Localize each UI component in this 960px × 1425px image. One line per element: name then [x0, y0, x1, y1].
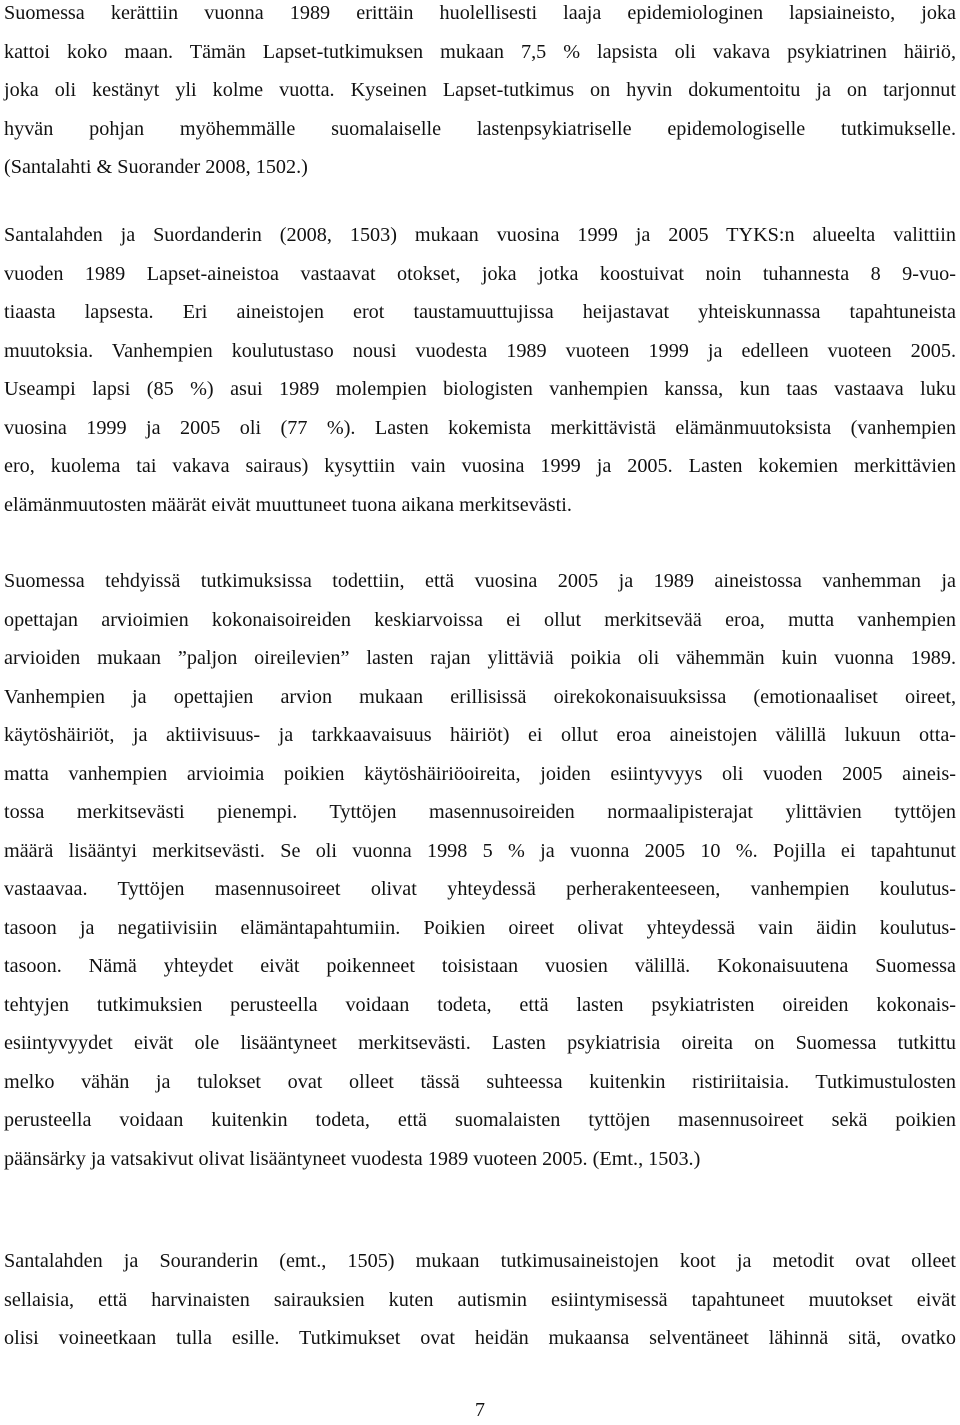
text-line: kattoi koko maan. Tämän Lapset-tutkimuksen mukaan 7,5 % lapsista oli vakava psykiatrinen häiriö,	[4, 40, 956, 63]
paragraph-2	[4, 216, 956, 524]
text-line: elämänmuutosten määrät eivät muuttuneet tuona aikana merkitsevästi.	[4, 493, 572, 516]
text-line: esiintyvyydet eivät ole lisääntyneet merkitsevästi. Lasten psykiatrisia oireita on Suomessa tutkittu	[4, 1032, 956, 1054]
text-line: melko vähän ja tulokset ovat olleet tässä suhteessa kuitenkin ristiriitaisia. Tutkimustulosten	[4, 1070, 956, 1093]
text-line: vastaavaa. Tyttöjen masennusoireet olivat yhteydessä perherakenteeseen, vanhempien koulutus-	[4, 878, 956, 900]
text-line: muutoksia. Vanhempien koulutustaso nousi vuodesta 1989 vuoteen 1999 ja edelleen vuoteen 2005.	[4, 339, 956, 362]
text-line: joka oli kestänyt yli kolme vuotta. Kyseinen Lapset-tutkimus on hyvin dokumentoitu ja on tarjonnut	[4, 79, 956, 101]
text-line: arvioiden mukaan ”paljon oireilevien” lasten rajan ylittäviä poikia oli vähemmän kuin vuonna 1989.	[4, 647, 956, 669]
text-line: olisi voineetkaan tulla esille. Tutkimukset ovat heidän mukaansa selventäneet lähinnä sitä, ovatko	[4, 1327, 956, 1349]
paragraph-3	[4, 562, 956, 1178]
text-line: määrä lisääntyi merkitsevästi. Se oli vuonna 1998 5 % ja vuonna 2005 10 %. Pojilla ei tapahtunut	[4, 839, 956, 862]
text-line: Useampi lapsi (85 %) asui 1989 molempien biologisten vanhempien kanssa, kun taas vastaava luku	[4, 378, 956, 400]
text-line: tiaasta lapsesta. Eri aineistojen erot taustamuuttujissa heijastavat yhteiskunnassa tapahtuneista	[4, 301, 956, 323]
text-line: opettajan arvioimien kokonaisoireiden keskiarvoissa ei ollut merkitsevää eroa, mutta vanhempien	[4, 608, 956, 631]
paragraph-1	[4, 0, 956, 187]
text-line: Santalahden ja Souranderin (emt., 1505) mukaan tutkimusaineistojen koot ja metodit ovat olleet	[4, 1250, 956, 1272]
text-line: käytöshäiriöt, ja aktiivisuus- ja tarkkaavaisuus häiriöt) ei ollut eroa aineistojen välillä lukuun otta-	[4, 724, 956, 746]
text-line: hyvän pohjan myöhemmälle suomalaiselle lastenpsykiatriselle epidemologiselle tutkimukselle.	[4, 117, 956, 140]
text-line: tasoon ja negatiivisiin elämäntapahtumiin. Poikien oireet olivat yhteydessä vain äidin koulutus-	[4, 916, 956, 939]
paragraph-4	[4, 1242, 956, 1358]
text-line: tasoon. Nämä yhteydet eivät poikenneet toisistaan vuosien välillä. Kokonaisuutena Suomessa	[4, 955, 956, 977]
text-line: vuosina 1999 ja 2005 oli (77 %). Lasten kokemista merkittävistä elämänmuutoksista (vanhempien	[4, 416, 956, 439]
text-line: Suomessa kerättiin vuonna 1989 erittäin huolellisesti laaja epidemiologinen lapsiaineisto, joka	[4, 2, 956, 24]
text-line: Suomessa tehdyissä tutkimuksissa todettiin, että vuosina 2005 ja 1989 aineistossa vanhemman ja	[4, 570, 956, 592]
text-line: päänsärky ja vatsakivut olivat lisääntyneet vuodesta 1989 vuoteen 2005. (Emt., 1503.)	[4, 1147, 701, 1170]
text-line: sellaisia, että harvinaisten sairauksien kuten autismin esiintymisessä tapahtuneet muutokset eivät	[4, 1288, 956, 1311]
text-line: tossa merkitsevästi pienempi. Tyttöjen masennusoireiden normaalipisterajat ylittävien tyttöjen	[4, 801, 956, 823]
text-line: matta vanhempien arvioimia poikien käytöshäiriöoireita, joiden esiintyvyys oli vuoden 2005 aineis-	[4, 762, 956, 785]
text-line: ero, kuolema tai vakava sairaus) kysyttiin vain vuosina 1999 ja 2005. Lasten kokemien merkittävien	[4, 455, 956, 477]
text-line: (Santalahti & Suorander 2008, 1502.)	[4, 156, 308, 178]
page-number: 7	[475, 1399, 485, 1421]
text-line: perusteella voidaan kuitenkin todeta, että suomalaisten tyttöjen masennusoireet sekä poikien	[4, 1109, 956, 1131]
text-line: Vanhempien ja opettajien arvion mukaan erillisissä oirekokonaisuuksissa (emotionaaliset oireet,	[4, 685, 956, 708]
text-line: tehtyjen tutkimuksien perusteella voidaan todeta, että lasten psykiatristen oireiden kokonais-	[4, 993, 956, 1016]
text-line: vuoden 1989 Lapset-aineistoa vastaavat otokset, joka jotka koostuivat noin tuhannesta 8 9-vuo-	[4, 262, 956, 285]
text-line: Santalahden ja Suordanderin (2008, 1503) mukaan vuosina 1999 ja 2005 TYKS:n alueelta valittiin	[4, 224, 956, 246]
